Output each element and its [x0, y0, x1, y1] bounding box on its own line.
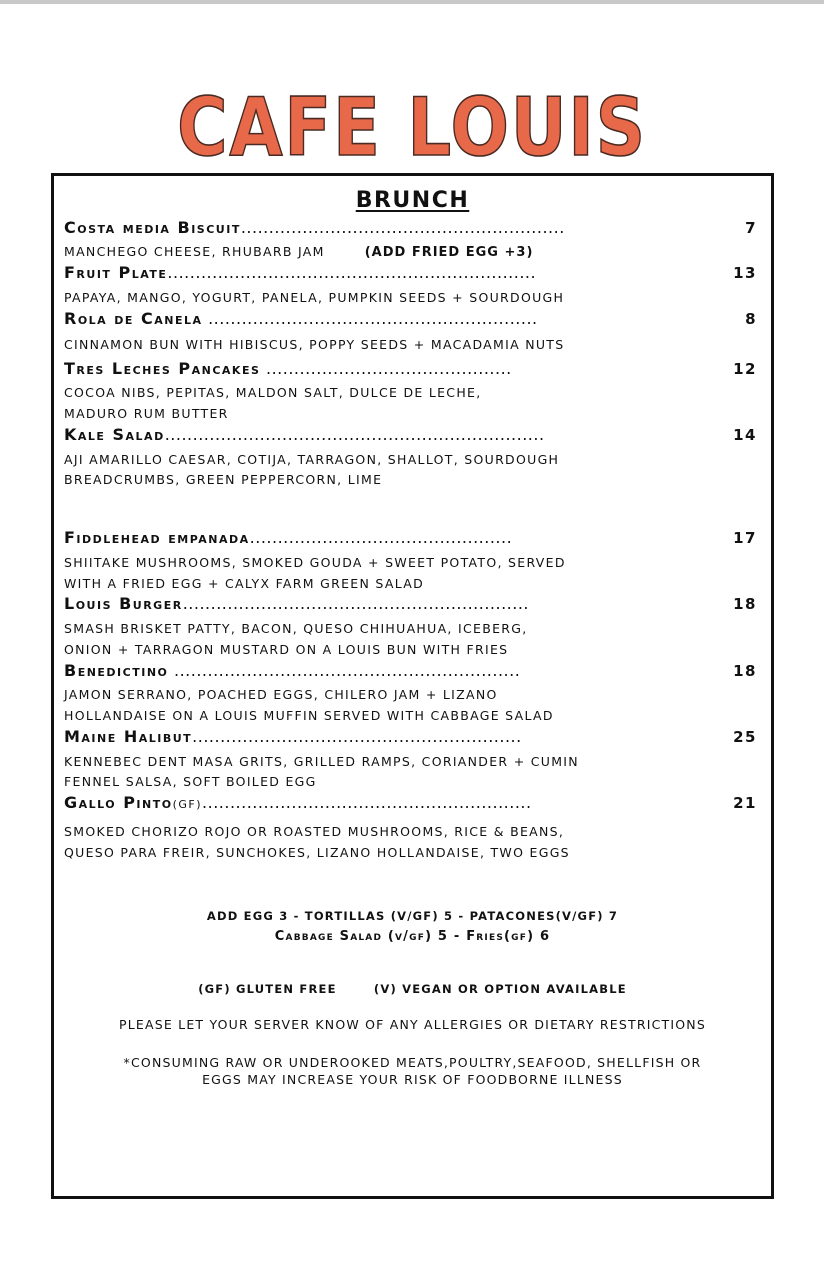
gluten-free-tag: (GF): [172, 798, 203, 811]
legend-gf: (GF) GLUTEN FREE: [198, 982, 337, 996]
menu-item-description: SMOKED CHORIZO ROJO OR ROASTED MUSHROOMS, RICE & BEANS,: [64, 824, 565, 839]
menu-item-description: CINNAMON BUN WITH HIBISCUS, POPPY SEEDS + MACADAMIA NUTS: [64, 337, 565, 352]
menu-item-title: Fruit Plate..................................................................: [64, 263, 537, 282]
menu-item-price: 8: [745, 310, 757, 328]
menu-item-title: Louis Burger..............................................................: [64, 594, 530, 613]
menu-item-description: HOLLANDAISE ON A LOUIS MUFFIN SERVED WITH CABBAGE SALAD: [64, 708, 554, 723]
menu-item-description: MADURO RUM BUTTER: [64, 406, 229, 421]
menu-item-price: 17: [733, 529, 757, 547]
menu-item-title: Gallo Pinto(GF)...........................................................: [64, 793, 532, 812]
menu-item-description: ONION + TARRAGON MUSTARD ON A LOUIS BUN WITH FRIES: [64, 642, 509, 657]
section-title: BRUNCH: [355, 188, 470, 213]
menu-item-description: PAPAYA, MANGO, YOGURT, PANELA, PUMPKIN SEEDS + SOURDOUGH: [64, 290, 565, 305]
menu-item-price: 18: [733, 662, 757, 680]
menu-item-title: Kale Salad....................................................................: [64, 425, 545, 444]
menu-item-description: JAMON SERRANO, POACHED EGGS, CHILERO JAM + LIZANO: [64, 687, 498, 702]
menu-item-description: SHIITAKE MUSHROOMS, SMOKED GOUDA + SWEET POTATO, SERVED: [64, 555, 566, 570]
menu-item-title: Rola de Canela ...........................................................: [64, 309, 538, 328]
allergy-note: PLEASE LET YOUR SERVER KNOW OF ANY ALLERGIES OR DIETARY RESTRICTIONS: [119, 1017, 706, 1032]
menu-item-description: BREADCRUMBS, GREEN PEPPERCORN, LIME: [64, 472, 383, 487]
menu-item-price: 25: [733, 728, 757, 746]
menu-item-price: 7: [745, 219, 757, 237]
sides-line: Cabbage Salad (v/gf) 5 - Fries(gf) 6: [274, 929, 551, 944]
food-safety-warning: EGGS MAY INCREASE YOUR RISK OF FOODBORNE ILLNESS: [202, 1072, 623, 1087]
menu-item-description: WITH A FRIED EGG + CALYX FARM GREEN SALAD: [64, 576, 425, 591]
menu-item-title: Benedictino ..............................................................: [64, 661, 521, 680]
menu-item-title: Tres Leches Pancakes ............................................: [64, 359, 512, 378]
top-rule: [0, 0, 824, 4]
menu-item-description: MANCHEGO CHEESE, RHUBARB JAM (ADD FRIED EGG +3): [64, 244, 534, 260]
menu-item-title: Maine Halibut...........................................................: [64, 727, 522, 746]
menu-item-price: 13: [733, 264, 757, 282]
menu-item-description: AJI AMARILLO CAESAR, COTIJA, TARRAGON, SHALLOT, SOURDOUGH: [64, 452, 560, 467]
menu-item-description: COCOA NIBS, PEPITAS, MALDON SALT, DULCE DE LECHE,: [64, 385, 482, 400]
menu-item-description: KENNEBEC DENT MASA GRITS, GRILLED RAMPS, CORIANDER + CUMIN: [64, 754, 579, 769]
menu-item-price: 12: [733, 360, 757, 378]
menu-item-description: QUESO PARA FREIR, SUNCHOKES, LIZANO HOLLANDAISE, TWO EGGS: [64, 845, 570, 860]
legend-v: (V) VEGAN OR OPTION AVAILABLE: [373, 982, 627, 996]
addon-note: (ADD FRIED EGG +3): [364, 245, 534, 260]
menu-item-title: Costa media Biscuit..........................................................: [64, 218, 565, 237]
menu-item-title: Fiddlehead empanada...............................................: [64, 528, 513, 547]
menu-item-price: 18: [733, 595, 757, 613]
menu-item-description: FENNEL SALSA, SOFT BOILED EGG: [64, 774, 317, 789]
sides-line: ADD EGG 3 - TORTILLAS (V/GF) 5 - PATACONES(V/GF) 7: [206, 909, 619, 923]
menu-item-price: 21: [733, 794, 757, 812]
menu-box: [51, 173, 774, 1199]
food-safety-warning: *CONSUMING RAW OR UNDEROOKED MEATS,POULTRY,SEAFOOD, SHELLFISH OR: [123, 1055, 702, 1070]
dietary-legend: [54, 980, 771, 998]
cafe-title: CAFE LOUIS: [177, 81, 647, 174]
menu-item-description: SMASH BRISKET PATTY, BACON, QUESO CHIHUAHUA, ICEBERG,: [64, 621, 528, 636]
menu-item-price: 14: [733, 426, 757, 444]
